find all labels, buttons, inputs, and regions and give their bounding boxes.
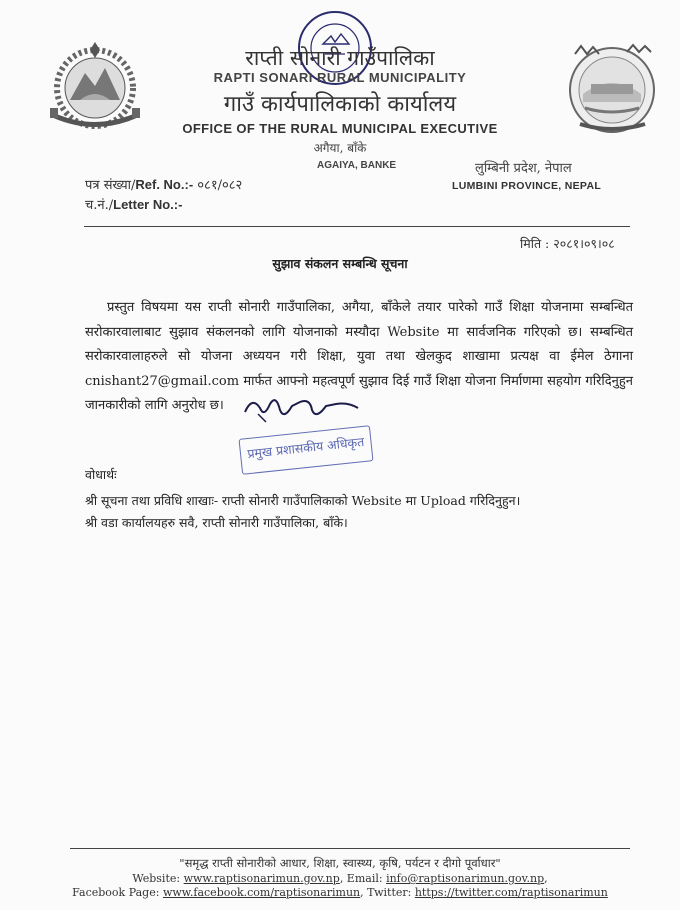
footer-social: Facebook Page: www.facebook.com/raptisonarimun, Twitter: https://twitter.com/raptisonarimun bbox=[72, 886, 608, 899]
email-link[interactable]: info@raptisonarimun.gov.np bbox=[386, 872, 545, 885]
signature-icon bbox=[240, 392, 365, 427]
footer-divider bbox=[70, 848, 630, 849]
province-en: LUMBINI PROVINCE, NEPAL bbox=[452, 180, 602, 192]
letter-number: च.नं./Letter No.:- bbox=[85, 197, 183, 213]
header-divider bbox=[84, 226, 630, 227]
municipality-name-np: राप्ती सोनारी गाउँपालिका bbox=[245, 46, 435, 70]
municipality-name-en: RAPTI SONARI RURAL MUNICIPALITY bbox=[213, 70, 467, 85]
officer-stamp: प्रमुख प्रशासकीय अधिकृत bbox=[238, 425, 373, 475]
cc-line-it-section: श्री सूचना तथा प्रविधि शाखाः- राप्ती सोनारी गाउँपालिकाको Website मा Upload गरिदिनुहुन। bbox=[85, 493, 521, 508]
place-en: AGAIYA, BANKE bbox=[317, 160, 397, 171]
website-link[interactable]: www.raptisonarimun.gov.np bbox=[183, 872, 340, 885]
cc-line-ward-offices: श्री वडा कार्यालयहरु सवै, राप्ती सोनारी गाउँपालिका, बाँके। bbox=[85, 515, 348, 530]
office-name-np: गाउँ कार्यपालिकाको कार्यालय bbox=[223, 92, 457, 117]
cc-label: वोधार्थः bbox=[85, 467, 117, 482]
footer-contact: Website: www.raptisonarimun.gov.np, Email: info@raptisonarimun.gov.np, bbox=[132, 872, 548, 885]
place-np: अगैया, बाँके bbox=[313, 141, 367, 155]
ref-number: पत्र संख्या/Ref. No.:- ०८१/०८२ bbox=[85, 177, 243, 193]
body-paragraph: प्रस्तुत विषयमा यस राप्ती सोनारी गाउँपालिका, अगैया, बाँकेले तयार पारेको गाउँ शिक्षा योजनामा सम्बन्धित सरोकारवालाबाट सुझाव संकलनको लागि योजनाको मस्यौदा Website मा सार्वजनिक गरिएको छ। सम्बन्धित सरोकारवालाहरुले सो योजना अध्ययन गरी शिक्षा, युवा तथा खेलकुद शाखामा प्रत्यक्ष वा ईमेल ठेगाना cnishant27@gmail.com मार्फत आफ्नो महत्वपूर्ण सुझाव दिई गाउँ शिक्षा योजना निर्माणमा सहयोग गरिदिनुहुन जानकारीको लागि अनुरोध छ। bbox=[85, 300, 633, 413]
letter-date: मिति : २०८१।०९।०८ bbox=[520, 236, 615, 251]
footer-motto: "समृद्ध राप्ती सोनारीको आधार, शिक्षा, स्वास्थ्य, कृषि, पर्यटन र दीगो पूर्वाधार" bbox=[179, 856, 501, 870]
province-np: लुम्बिनी प्रदेश, नेपाल bbox=[475, 161, 572, 176]
facebook-link[interactable]: www.facebook.com/raptisonarimun bbox=[162, 886, 361, 899]
letter-subject: सुझाव संकलन सम्बन्धि सूचना bbox=[272, 256, 408, 271]
office-name-en: OFFICE OF THE RURAL MUNICIPAL EXECUTIVE bbox=[182, 121, 498, 136]
twitter-link[interactable]: https://twitter.com/raptisonarimun bbox=[414, 886, 608, 899]
